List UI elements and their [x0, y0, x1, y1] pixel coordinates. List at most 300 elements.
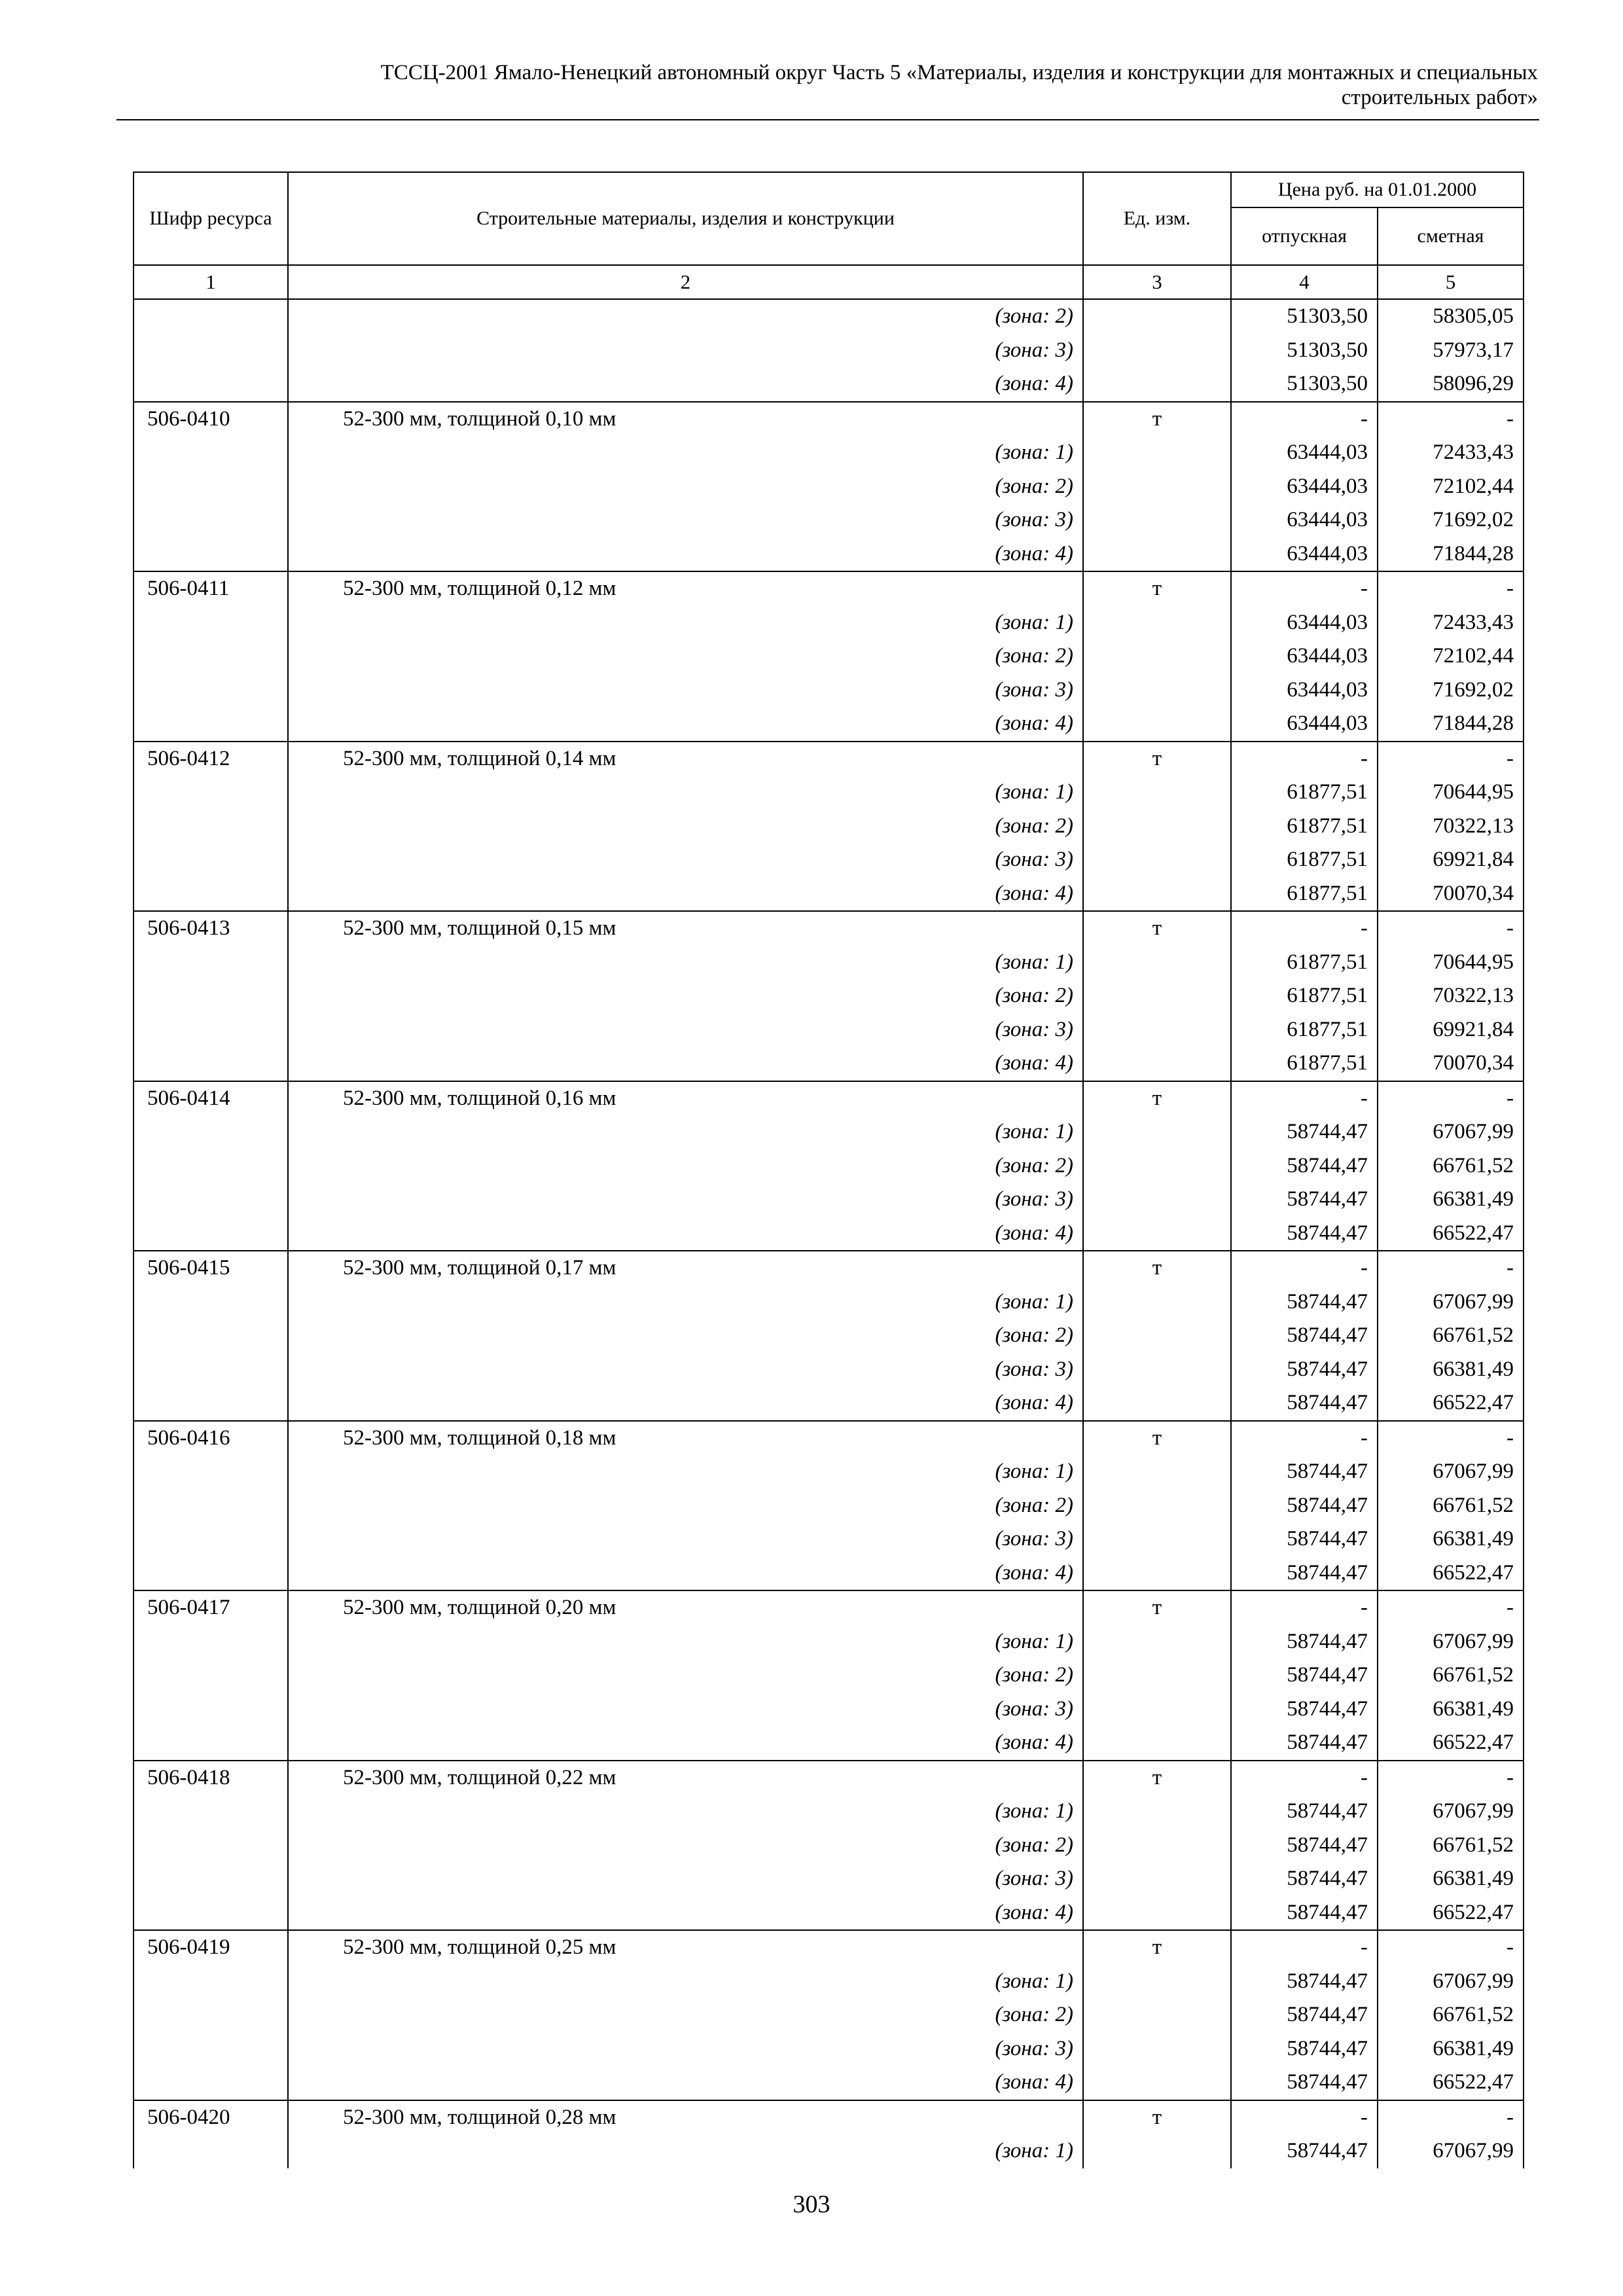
cell-unit	[1083, 606, 1231, 640]
table-row-resource	[134, 1251, 1524, 1285]
cell-material-name: 52-300 мм, толщиной 0,17 мм	[288, 1251, 1083, 1285]
table-row-zone	[134, 1489, 1524, 1523]
cell-zone: (зона: 4)	[288, 1556, 1083, 1591]
cell-resource-code: 506-0417	[134, 1590, 288, 1625]
cell-estimate-price: -	[1378, 402, 1524, 437]
table-row-resource	[134, 1081, 1524, 1116]
cell-release-price: 58744,47	[1231, 1829, 1378, 1863]
cell-estimate-price: 66761,52	[1378, 1489, 1524, 1523]
cell-zone: (зона: 2)	[288, 299, 1083, 334]
table-row-resource	[134, 1930, 1524, 1965]
cell-release-price: 58744,47	[1231, 2032, 1378, 2066]
table-row-zone	[134, 367, 1524, 402]
cell-zone: (зона: 3)	[288, 1183, 1083, 1217]
cell-release-price: 58744,47	[1231, 1183, 1378, 1217]
cell-unit	[1083, 1217, 1231, 1251]
cell-estimate-price: 66761,52	[1378, 1319, 1524, 1353]
cell-zone: (зона: 2)	[288, 979, 1083, 1013]
table-row-zone	[134, 1285, 1524, 1319]
cell-material-name: 52-300 мм, толщиной 0,16 мм	[288, 1081, 1083, 1116]
cell-estimate-price: 66381,49	[1378, 1183, 1524, 1217]
cell-release-price: -	[1231, 1251, 1378, 1285]
cell-resource-code: 506-0410	[134, 402, 288, 437]
cell-unit	[1083, 1013, 1231, 1047]
table-row-resource	[134, 2100, 1524, 2135]
running-header-line-1: ТССЦ-2001 Ямало-Ненецкий автономный округ Часть 5 «Материалы, изделия и конструкции для монтажных и специальных	[380, 61, 1538, 84]
cell-unit: т	[1083, 1761, 1231, 1795]
cell-estimate-price: 66381,49	[1378, 2032, 1524, 2066]
cell-resource-code	[134, 673, 288, 708]
cell-zone: (зона: 2)	[288, 1829, 1083, 1863]
table-row-zone	[134, 1115, 1524, 1149]
header-rule	[116, 119, 1539, 120]
cell-release-price: -	[1231, 1930, 1378, 1965]
cell-estimate-price: 72433,43	[1378, 436, 1524, 470]
cell-release-price: -	[1231, 2100, 1378, 2135]
table-row-zone	[134, 1217, 1524, 1251]
cell-unit	[1083, 537, 1231, 572]
cell-release-price: 61877,51	[1231, 1013, 1378, 1047]
cell-resource-code	[134, 2066, 288, 2100]
cell-release-price: 58744,47	[1231, 1693, 1378, 1727]
cell-zone: (зона: 3)	[288, 1013, 1083, 1047]
cell-estimate-price: 66522,47	[1378, 2066, 1524, 2100]
cell-unit	[1083, 1795, 1231, 1829]
cell-unit	[1083, 1386, 1231, 1421]
cell-release-price: 58744,47	[1231, 1386, 1378, 1421]
cell-unit	[1083, 334, 1231, 368]
cell-estimate-price: 58305,05	[1378, 299, 1524, 334]
cell-release-price: 61877,51	[1231, 877, 1378, 912]
cell-zone: (зона: 2)	[288, 639, 1083, 673]
cell-unit: т	[1083, 742, 1231, 776]
cell-estimate-price: -	[1378, 571, 1524, 606]
table-row-zone	[134, 334, 1524, 368]
cell-unit: т	[1083, 1590, 1231, 1625]
cell-estimate-price: 57973,17	[1378, 334, 1524, 368]
table-row-resource	[134, 571, 1524, 606]
cell-release-price: 63444,03	[1231, 606, 1378, 640]
header-estimate-price: сметная	[1378, 207, 1524, 265]
cell-zone: (зона: 3)	[288, 1862, 1083, 1896]
cell-resource-code	[134, 1013, 288, 1047]
cell-estimate-price: 70322,13	[1378, 979, 1524, 1013]
cell-estimate-price: 66381,49	[1378, 1693, 1524, 1727]
cell-estimate-price: 66522,47	[1378, 1386, 1524, 1421]
cell-resource-code	[134, 946, 288, 980]
table-row-zone	[134, 843, 1524, 877]
cell-resource-code	[134, 470, 288, 504]
table-row-zone	[134, 810, 1524, 844]
table-row-zone	[134, 946, 1524, 980]
cell-unit	[1083, 1965, 1231, 1999]
cell-release-price: 58744,47	[1231, 1625, 1378, 1659]
cell-resource-code	[134, 877, 288, 912]
cell-material-name: 52-300 мм, толщиной 0,25 мм	[288, 1930, 1083, 1965]
cell-estimate-price: 71692,02	[1378, 503, 1524, 537]
table-body	[134, 299, 1524, 2168]
column-number-1: 1	[134, 265, 288, 299]
cell-release-price: 63444,03	[1231, 639, 1378, 673]
column-number-4: 4	[1231, 265, 1378, 299]
table-row-resource	[134, 1421, 1524, 1456]
table-row-zone	[134, 1896, 1524, 1931]
table-row-zone	[134, 436, 1524, 470]
cell-estimate-price: -	[1378, 1081, 1524, 1116]
cell-resource-code	[134, 299, 288, 334]
table-row-zone	[134, 470, 1524, 504]
cell-estimate-price: 66522,47	[1378, 1556, 1524, 1591]
cell-estimate-price: 70070,34	[1378, 877, 1524, 912]
cell-zone: (зона: 3)	[288, 673, 1083, 708]
cell-estimate-price: 66522,47	[1378, 1217, 1524, 1251]
cell-resource-code: 506-0418	[134, 1761, 288, 1795]
cell-release-price: 58744,47	[1231, 1896, 1378, 1931]
cell-unit	[1083, 2032, 1231, 2066]
cell-release-price: 58744,47	[1231, 1522, 1378, 1556]
cell-estimate-price: 71844,28	[1378, 707, 1524, 742]
cell-zone: (зона: 1)	[288, 776, 1083, 810]
cell-estimate-price: 67067,99	[1378, 1795, 1524, 1829]
table-row-zone	[134, 639, 1524, 673]
cell-release-price: 61877,51	[1231, 946, 1378, 980]
cell-zone: (зона: 1)	[288, 1455, 1083, 1489]
cell-release-price: 58744,47	[1231, 1726, 1378, 1761]
cell-zone: (зона: 4)	[288, 1386, 1083, 1421]
cell-zone: (зона: 1)	[288, 1285, 1083, 1319]
header-code: Шифр ресурса	[134, 172, 288, 265]
table-row-zone	[134, 2134, 1524, 2168]
table-row-resource	[134, 1590, 1524, 1625]
table-row-zone	[134, 1659, 1524, 1693]
cell-zone: (зона: 1)	[288, 1115, 1083, 1149]
column-number-2: 2	[288, 265, 1083, 299]
cell-resource-code	[134, 367, 288, 402]
table-row-zone	[134, 1862, 1524, 1896]
cell-zone: (зона: 1)	[288, 2134, 1083, 2168]
cell-resource-code	[134, 776, 288, 810]
cell-unit	[1083, 503, 1231, 537]
cell-estimate-price: 66761,52	[1378, 1659, 1524, 1693]
page-number: 303	[793, 2191, 830, 2218]
cell-unit	[1083, 1862, 1231, 1896]
cell-estimate-price: -	[1378, 742, 1524, 776]
cell-resource-code	[134, 606, 288, 640]
cell-release-price: 63444,03	[1231, 436, 1378, 470]
cell-unit	[1083, 979, 1231, 1013]
cell-material-name: 52-300 мм, толщиной 0,15 мм	[288, 911, 1083, 946]
cell-zone: (зона: 2)	[288, 1149, 1083, 1183]
cell-resource-code	[134, 1998, 288, 2032]
cell-zone: (зона: 3)	[288, 503, 1083, 537]
table-row-zone	[134, 979, 1524, 1013]
cell-material-name: 52-300 мм, толщиной 0,28 мм	[288, 2100, 1083, 2135]
cell-resource-code	[134, 1659, 288, 1693]
cell-unit	[1083, 299, 1231, 334]
cell-resource-code: 506-0411	[134, 571, 288, 606]
cell-resource-code: 506-0416	[134, 1421, 288, 1456]
cell-unit	[1083, 639, 1231, 673]
cell-unit	[1083, 1693, 1231, 1727]
table-row-zone	[134, 1693, 1524, 1727]
cell-release-price: 58744,47	[1231, 1285, 1378, 1319]
cell-estimate-price: 72102,44	[1378, 639, 1524, 673]
cell-unit	[1083, 1319, 1231, 1353]
cell-estimate-price: 71692,02	[1378, 673, 1524, 708]
cell-estimate-price: -	[1378, 1251, 1524, 1285]
cell-unit	[1083, 1149, 1231, 1183]
cell-resource-code	[134, 843, 288, 877]
table-row-zone	[134, 503, 1524, 537]
cell-resource-code	[134, 1726, 288, 1761]
cell-zone: (зона: 3)	[288, 843, 1083, 877]
cell-release-price: -	[1231, 571, 1378, 606]
cell-unit	[1083, 1489, 1231, 1523]
cell-resource-code	[134, 1556, 288, 1591]
table-row-zone	[134, 1726, 1524, 1761]
table-row-zone	[134, 2066, 1524, 2100]
cell-estimate-price: 72433,43	[1378, 606, 1524, 640]
cell-resource-code: 506-0415	[134, 1251, 288, 1285]
cell-unit	[1083, 877, 1231, 912]
cell-unit	[1083, 1115, 1231, 1149]
cell-resource-code	[134, 537, 288, 572]
cell-estimate-price: 66761,52	[1378, 1998, 1524, 2032]
cell-estimate-price: 67067,99	[1378, 1455, 1524, 1489]
cell-release-price: 58744,47	[1231, 1965, 1378, 1999]
cell-release-price: 51303,50	[1231, 334, 1378, 368]
cell-resource-code: 506-0414	[134, 1081, 288, 1116]
cell-zone: (зона: 2)	[288, 1489, 1083, 1523]
cell-estimate-price: -	[1378, 1761, 1524, 1795]
cell-unit	[1083, 1183, 1231, 1217]
cell-unit	[1083, 2066, 1231, 2100]
cell-unit	[1083, 1998, 1231, 2032]
table-row-zone	[134, 1829, 1524, 1863]
cell-resource-code	[134, 1896, 288, 1931]
cell-estimate-price: 70644,95	[1378, 946, 1524, 980]
table-row-resource	[134, 402, 1524, 437]
cell-resource-code: 506-0412	[134, 742, 288, 776]
cell-release-price: 63444,03	[1231, 470, 1378, 504]
cell-resource-code	[134, 1489, 288, 1523]
cell-unit: т	[1083, 1081, 1231, 1116]
cell-estimate-price: 71844,28	[1378, 537, 1524, 572]
cell-unit: т	[1083, 1421, 1231, 1456]
cell-zone: (зона: 4)	[288, 1217, 1083, 1251]
cell-resource-code	[134, 1149, 288, 1183]
cell-resource-code	[134, 334, 288, 368]
cell-release-price: 63444,03	[1231, 707, 1378, 742]
cell-resource-code	[134, 1455, 288, 1489]
cell-resource-code: 506-0420	[134, 2100, 288, 2135]
cell-resource-code	[134, 1693, 288, 1727]
cell-release-price: 58744,47	[1231, 1659, 1378, 1693]
cell-estimate-price: 72102,44	[1378, 470, 1524, 504]
cell-release-price: 58744,47	[1231, 1862, 1378, 1896]
column-number-5: 5	[1378, 265, 1524, 299]
cell-release-price: 61877,51	[1231, 810, 1378, 844]
cell-estimate-price: 66522,47	[1378, 1726, 1524, 1761]
cell-unit	[1083, 776, 1231, 810]
cell-zone: (зона: 3)	[288, 1522, 1083, 1556]
cell-release-price: 51303,50	[1231, 299, 1378, 334]
cell-zone: (зона: 1)	[288, 1795, 1083, 1829]
cell-resource-code	[134, 503, 288, 537]
cell-zone: (зона: 4)	[288, 707, 1083, 742]
cell-zone: (зона: 1)	[288, 946, 1083, 980]
cell-resource-code	[134, 1795, 288, 1829]
cell-unit	[1083, 1625, 1231, 1659]
cell-estimate-price: -	[1378, 911, 1524, 946]
cell-estimate-price: 67067,99	[1378, 1115, 1524, 1149]
cell-release-price: -	[1231, 1421, 1378, 1456]
cell-zone: (зона: 4)	[288, 1047, 1083, 1081]
table-row-zone	[134, 1965, 1524, 1999]
cell-unit	[1083, 1556, 1231, 1591]
cell-unit	[1083, 1047, 1231, 1081]
table-row-resource	[134, 911, 1524, 946]
table-row-zone	[134, 1522, 1524, 1556]
cell-estimate-price: 67067,99	[1378, 1625, 1524, 1659]
cell-unit	[1083, 843, 1231, 877]
header-price-group: Цена руб. на 01.01.2000	[1231, 172, 1524, 207]
cell-resource-code	[134, 1965, 288, 1999]
table-row-resource	[134, 742, 1524, 776]
cell-unit	[1083, 1896, 1231, 1931]
cell-resource-code	[134, 1217, 288, 1251]
cell-release-price: 63444,03	[1231, 537, 1378, 572]
header-unit: Ед. изм.	[1083, 172, 1231, 265]
cell-estimate-price: 66522,47	[1378, 1896, 1524, 1931]
cell-resource-code	[134, 1862, 288, 1896]
cell-resource-code	[134, 1047, 288, 1081]
cell-material-name: 52-300 мм, толщиной 0,10 мм	[288, 402, 1083, 437]
cell-unit	[1083, 1522, 1231, 1556]
cell-resource-code	[134, 436, 288, 470]
cell-unit	[1083, 436, 1231, 470]
header-release-price: отпускная	[1231, 207, 1378, 265]
cell-resource-code	[134, 707, 288, 742]
cell-resource-code	[134, 1285, 288, 1319]
cell-estimate-price: 66381,49	[1378, 1522, 1524, 1556]
cell-zone: (зона: 3)	[288, 1353, 1083, 1387]
cell-zone: (зона: 3)	[288, 1693, 1083, 1727]
cell-release-price: 58744,47	[1231, 1353, 1378, 1387]
cell-release-price: -	[1231, 402, 1378, 437]
cell-release-price: 58744,47	[1231, 1489, 1378, 1523]
cell-estimate-price: -	[1378, 1930, 1524, 1965]
table-row-zone	[134, 1149, 1524, 1183]
cell-unit: т	[1083, 1251, 1231, 1285]
table-row-zone	[134, 877, 1524, 912]
cell-resource-code	[134, 2134, 288, 2168]
cell-unit	[1083, 1285, 1231, 1319]
cell-unit	[1083, 1726, 1231, 1761]
table-row-resource	[134, 1761, 1524, 1795]
cell-unit	[1083, 810, 1231, 844]
cell-zone: (зона: 1)	[288, 1965, 1083, 1999]
cell-release-price: 58744,47	[1231, 1998, 1378, 2032]
cell-estimate-price: 70644,95	[1378, 776, 1524, 810]
table-row-zone	[134, 1319, 1524, 1353]
table-row-zone	[134, 606, 1524, 640]
table-row-zone	[134, 1386, 1524, 1421]
table-row-zone	[134, 299, 1524, 334]
cell-zone: (зона: 4)	[288, 877, 1083, 912]
cell-release-price: 58744,47	[1231, 1556, 1378, 1591]
cell-zone: (зона: 2)	[288, 810, 1083, 844]
cell-zone: (зона: 2)	[288, 1319, 1083, 1353]
table-row-zone	[134, 776, 1524, 810]
cell-release-price: 58744,47	[1231, 1115, 1378, 1149]
cell-release-price: 58744,47	[1231, 2066, 1378, 2100]
cell-estimate-price: 58096,29	[1378, 367, 1524, 402]
table-row-zone	[134, 1013, 1524, 1047]
cell-resource-code	[134, 2032, 288, 2066]
cell-unit	[1083, 1353, 1231, 1387]
header-name: Строительные материалы, изделия и конструкции	[288, 172, 1083, 265]
cell-unit	[1083, 367, 1231, 402]
cell-release-price: 61877,51	[1231, 843, 1378, 877]
cell-release-price: -	[1231, 742, 1378, 776]
cell-material-name: 52-300 мм, толщиной 0,20 мм	[288, 1590, 1083, 1625]
column-number-3: 3	[1083, 265, 1231, 299]
cell-estimate-price: 66381,49	[1378, 1353, 1524, 1387]
table-row-zone	[134, 1795, 1524, 1829]
cell-release-price: -	[1231, 1761, 1378, 1795]
cell-zone: (зона: 2)	[288, 1659, 1083, 1693]
cell-resource-code	[134, 1522, 288, 1556]
cell-unit: т	[1083, 911, 1231, 946]
cell-zone: (зона: 4)	[288, 537, 1083, 572]
cell-unit	[1083, 1659, 1231, 1693]
cell-release-price: 58744,47	[1231, 1455, 1378, 1489]
table-row-zone	[134, 537, 1524, 572]
cell-zone: (зона: 3)	[288, 2032, 1083, 2066]
table-row-zone	[134, 673, 1524, 708]
cell-estimate-price: 70322,13	[1378, 810, 1524, 844]
table-row-zone	[134, 1183, 1524, 1217]
cell-resource-code	[134, 1319, 288, 1353]
cell-estimate-price: 66761,52	[1378, 1829, 1524, 1863]
cell-zone: (зона: 4)	[288, 1726, 1083, 1761]
cell-resource-code	[134, 1386, 288, 1421]
cell-unit: т	[1083, 402, 1231, 437]
cell-estimate-price: 69921,84	[1378, 843, 1524, 877]
cell-zone: (зона: 1)	[288, 606, 1083, 640]
cell-unit	[1083, 1455, 1231, 1489]
cell-release-price: 58744,47	[1231, 1795, 1378, 1829]
cell-unit	[1083, 707, 1231, 742]
cell-unit	[1083, 470, 1231, 504]
cell-unit	[1083, 1829, 1231, 1863]
cell-zone: (зона: 1)	[288, 1625, 1083, 1659]
cell-release-price: 51303,50	[1231, 367, 1378, 402]
table-row-zone	[134, 1998, 1524, 2032]
table-row-zone	[134, 2032, 1524, 2066]
cell-zone: (зона: 2)	[288, 1998, 1083, 2032]
cell-resource-code	[134, 979, 288, 1013]
cell-zone: (зона: 4)	[288, 1896, 1083, 1931]
cell-unit	[1083, 673, 1231, 708]
table-row-zone	[134, 1556, 1524, 1591]
cell-resource-code	[134, 1625, 288, 1659]
cell-material-name: 52-300 мм, толщиной 0,18 мм	[288, 1421, 1083, 1456]
cell-release-price: 63444,03	[1231, 503, 1378, 537]
price-table	[133, 171, 1524, 2168]
cell-release-price: -	[1231, 1590, 1378, 1625]
